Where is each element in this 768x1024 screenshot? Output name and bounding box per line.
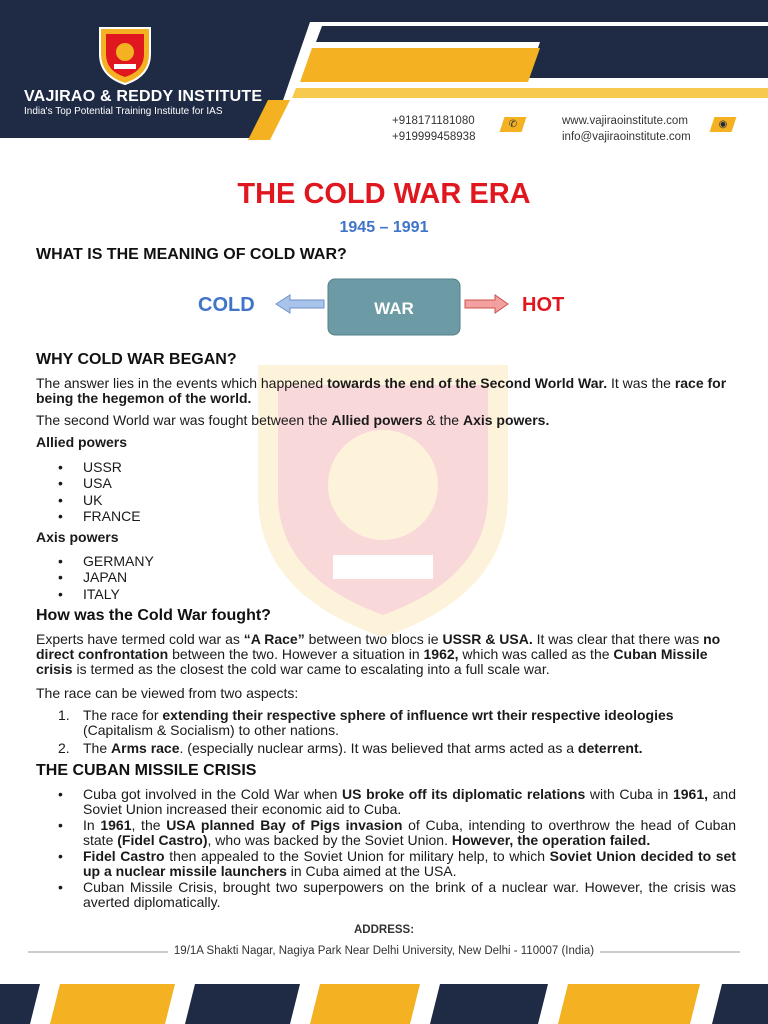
text-run-bold: no direct confrontation [36, 631, 721, 662]
text-run-bold: US broke off its diplomatic relations [342, 786, 586, 802]
footer-stripe [310, 984, 420, 1024]
text-run-bold: Fidel Castro [83, 848, 165, 864]
header-gold-stripe [300, 48, 540, 82]
text-run: The answer lies in the events which happened [36, 375, 328, 391]
list-item: • ITALY [58, 586, 154, 602]
institute-name: VAJIRAO & REDDY INSTITUTE [24, 88, 263, 105]
allied-label: Allied powers [36, 434, 128, 450]
text-run: , who was backed by the Soviet Union. [207, 832, 452, 848]
footer-stripe [50, 984, 175, 1024]
hot-label: HOT [522, 294, 565, 316]
fought-heading: How was the Cold War fought? [36, 607, 271, 624]
cuban-heading: THE CUBAN MISSILE CRISIS [36, 762, 257, 779]
list-item [58, 708, 736, 738]
header-navy-stripe [316, 26, 768, 42]
text-run-bold: extending their respective sphere of influence wrt their respective ideologies [162, 707, 674, 723]
list-item: • USA [58, 475, 141, 491]
why-paragraph-2 [36, 413, 736, 428]
list-number: 2. [58, 740, 70, 756]
footer-stripe [712, 984, 768, 1024]
text-run-bold: towards the end of the Second World War. [327, 375, 608, 391]
aspects-list [58, 708, 736, 759]
cold-label: COLD [198, 294, 255, 316]
axis-list [58, 553, 154, 602]
why-heading: WHY COLD WAR BEGAN? [36, 351, 237, 368]
list-item: • JAPAN [58, 569, 154, 585]
text-run-bold: Soviet Union decided to set up a nuclear missile launchers [83, 848, 736, 879]
phone-icon: ✆ [500, 117, 527, 132]
list-item: • Cuban Missile Crisis, brought two superpowers on the brink of a nuclear war. However, the crisis was averted diplomatically. [58, 880, 736, 910]
phone-numbers [392, 113, 475, 145]
text-run: The second World war was fought between the [36, 412, 332, 428]
text-run: of Cuba, intending to overthrow the head of Cuban state [83, 817, 736, 848]
text-run-bold: “A Race” [243, 631, 305, 647]
address-text: 19/1A Shakti Nagar, Nagiya Park Near Delhi University, New Delhi - 110007 (India) [168, 945, 600, 957]
war-label: WAR [374, 299, 414, 318]
text-run-bold: USA planned Bay of Pigs invasion [166, 817, 403, 833]
text-run: In [83, 817, 101, 833]
page-title: THE COLD WAR ERA [237, 178, 531, 210]
list-item [58, 741, 736, 756]
globe-icon: ◉ [710, 117, 737, 132]
text-run-bold: Arms race [111, 740, 180, 756]
footer-stripe [185, 984, 300, 1024]
text-run: which was called as the [458, 646, 614, 662]
list-item: • USSR [58, 459, 141, 475]
text-run-bold: (Fidel Castro) [117, 832, 208, 848]
address-label: ADDRESS: [353, 924, 415, 936]
email-link[interactable]: info@vajiraoinstitute.com [562, 131, 691, 143]
institute-logo [96, 24, 154, 86]
right-arrow [465, 295, 508, 313]
text-run: (Capitalism & Socialism) to other nations. [83, 722, 339, 738]
list-item: • FRANCE [58, 508, 141, 524]
text-run: It was clear that there was [532, 631, 704, 647]
text-run: in Cuba aimed at the USA. [286, 863, 457, 879]
list-item: • GERMANY [58, 553, 154, 569]
header-navy-block [528, 42, 768, 78]
text-run-bold: Allied powers [331, 412, 423, 428]
fought-paragraph-1 [36, 632, 736, 677]
footer-stripe [558, 984, 700, 1024]
text-run: then appealed to the Soviet Union for military help, to which [164, 848, 550, 864]
text-run: with Cuba in [585, 786, 673, 802]
text-run-bold: Cuban Missile crisis [36, 646, 708, 677]
text-run-bold: USSR & USA. [442, 631, 533, 647]
text-run: It was the [607, 375, 675, 391]
text-run-bold: race for being the hegemon of the world. [36, 375, 727, 406]
list-item [58, 818, 736, 848]
text-run: between two blocs ie [304, 631, 443, 647]
allied-list [58, 459, 141, 524]
axis-label: Axis powers [36, 529, 119, 545]
text-run: between the two. However a situation in [168, 646, 424, 662]
list-item: • UK [58, 492, 141, 508]
text-run: and Soviet Union increased their economic aid to Cuba. [83, 786, 736, 817]
address-line [0, 945, 768, 957]
footer-stripe [0, 984, 40, 1024]
footer-banner [0, 980, 768, 1024]
website-link[interactable]: www.vajiraoinstitute.com [562, 115, 688, 127]
text-run: . (especially nuclear arms). It was believed that arms acted as a [179, 740, 578, 756]
why-paragraph-1 [36, 376, 736, 406]
list-item [58, 849, 736, 879]
phone-number-2: +919999458938 [392, 131, 476, 143]
text-run-bold: deterrent. [577, 740, 643, 756]
text-run: The race for [83, 707, 163, 723]
text-run-bold: 1961 [100, 817, 132, 833]
list-number: 1. [58, 707, 70, 723]
footer-stripe [430, 984, 548, 1024]
text-run: & the [422, 412, 463, 428]
text-run-bold: 1962, [423, 646, 459, 662]
phone-number-1: +918171181080 [392, 115, 475, 127]
left-arrow [276, 295, 324, 313]
fought-paragraph-2: The race can be viewed from two aspects: [36, 685, 299, 701]
cuban-list [58, 787, 736, 911]
text-run: Cuba got involved in the Cold War when [83, 786, 342, 802]
text-run: Experts have termed cold war as [36, 631, 244, 647]
text-run-bold: However, the operation failed. [451, 832, 651, 848]
text-run: , the [131, 817, 167, 833]
institute-tagline: India's Top Potential Training Institute for IAS [24, 106, 223, 117]
header-gold-thin-stripe [292, 88, 768, 98]
text-run: is termed as the closest the cold war came to escalating into a full scale war. [72, 661, 550, 677]
web-contacts [562, 113, 691, 145]
meaning-heading: WHAT IS THE MEANING OF COLD WAR? [36, 246, 347, 263]
text-run-bold: Axis powers. [462, 412, 550, 428]
cold-war-hot-diagram [190, 278, 580, 338]
text-run-bold: 1961, [672, 786, 709, 802]
text-run: The [83, 740, 112, 756]
list-item [58, 787, 736, 817]
years-range: 1945 – 1991 [339, 219, 429, 236]
